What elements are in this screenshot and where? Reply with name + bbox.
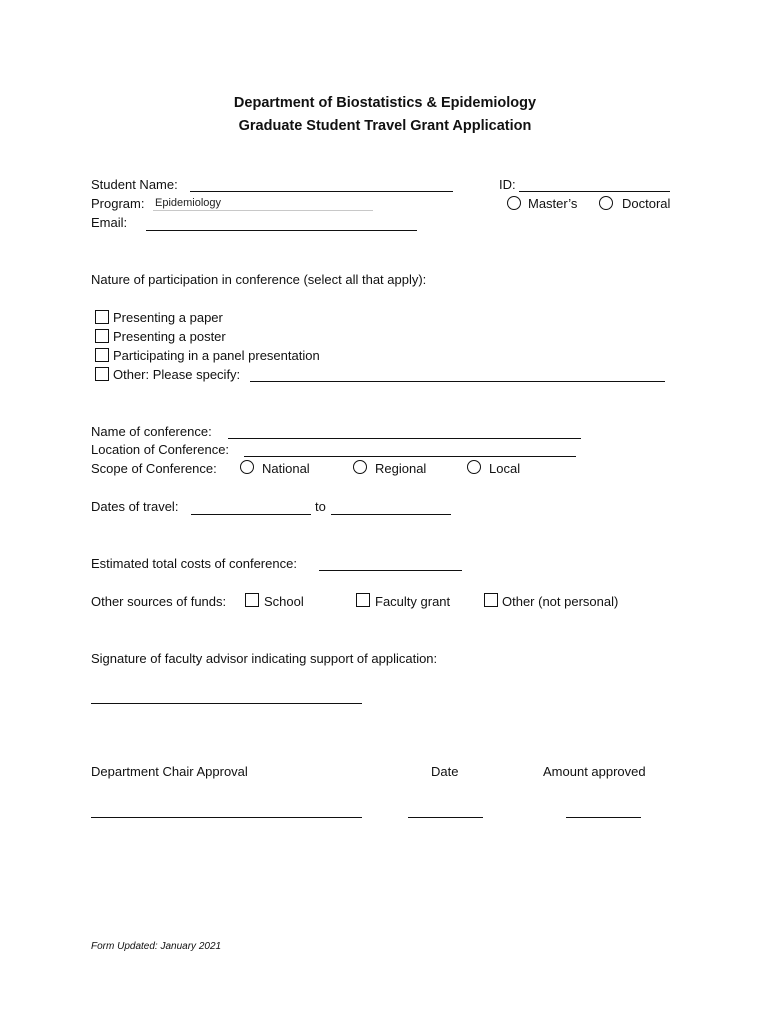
other-funds-label: Other sources of funds: [91, 594, 227, 609]
travel-dates-label: Dates of travel: [91, 499, 179, 514]
funds-school-label: School [264, 594, 304, 609]
chair-approval-field[interactable] [91, 817, 362, 818]
travel-dates-to: to [315, 499, 326, 514]
masters-radio[interactable] [507, 196, 521, 210]
conference-name-label: Name of conference: [91, 424, 212, 439]
estimated-costs-field[interactable] [319, 570, 462, 571]
scope-national-radio[interactable] [240, 460, 254, 474]
student-id-label: ID: [499, 177, 516, 192]
other-participation-checkbox[interactable] [95, 367, 109, 381]
approval-date-field[interactable] [408, 817, 483, 818]
conference-name-field[interactable] [228, 438, 581, 439]
student-name-field[interactable] [190, 191, 453, 192]
advisor-signature-label: Signature of faculty advisor indicating support of application: [91, 651, 438, 666]
panel-presentation-checkbox[interactable] [95, 348, 109, 362]
participation-prompt: Nature of participation in conference (select all that apply): [91, 272, 427, 287]
chair-approval-label: Department Chair Approval [91, 764, 248, 779]
travel-end-date-field[interactable] [331, 514, 451, 515]
student-id-field[interactable] [519, 191, 670, 192]
presenting-paper-checkbox[interactable] [95, 310, 109, 324]
scope-regional-radio[interactable] [353, 460, 367, 474]
email-field[interactable] [146, 230, 417, 231]
estimated-costs-label: Estimated total costs of conference: [91, 556, 297, 571]
travel-start-date-field[interactable] [191, 514, 311, 515]
form-updated-footer: Form Updated: January 2021 [91, 941, 222, 952]
conference-scope-label: Scope of Conference: [91, 461, 217, 476]
funds-other-label: Other (not personal) [502, 594, 619, 609]
scope-local-label: Local [489, 461, 521, 476]
scope-national-label: National [262, 461, 310, 476]
amount-approved-label: Amount approved [543, 764, 646, 779]
program-input[interactable] [153, 195, 373, 211]
amount-approved-field[interactable] [566, 817, 641, 818]
advisor-signature-field[interactable] [91, 703, 362, 704]
other-participation-label: Other: Please specify: [113, 367, 241, 382]
funds-faculty-grant-label: Faculty grant [375, 594, 451, 609]
scope-regional-label: Regional [375, 461, 427, 476]
approval-date-label: Date [431, 764, 459, 779]
presenting-paper-label: Presenting a paper [113, 310, 223, 325]
form-title-line1: Department of Biostatistics & Epidemiology [233, 95, 537, 111]
panel-presentation-label: Participating in a panel presentation [113, 348, 320, 363]
form-title-line2: Graduate Student Travel Grant Application [238, 118, 532, 134]
funds-school-checkbox[interactable] [245, 593, 259, 607]
other-specify-field[interactable] [250, 381, 665, 382]
masters-label: Master’s [528, 196, 578, 211]
presenting-poster-checkbox[interactable] [95, 329, 109, 343]
conference-location-field[interactable] [244, 456, 576, 457]
presenting-poster-label: Presenting a poster [113, 329, 226, 344]
program-label: Program: [91, 196, 145, 211]
doctoral-radio[interactable] [599, 196, 613, 210]
funds-other-checkbox[interactable] [484, 593, 498, 607]
conference-location-label: Location of Conference: [91, 442, 230, 457]
funds-faculty-grant-checkbox[interactable] [356, 593, 370, 607]
email-label: Email: [91, 215, 128, 230]
scope-local-radio[interactable] [467, 460, 481, 474]
doctoral-label: Doctoral [622, 196, 671, 211]
student-name-label: Student Name: [91, 177, 178, 192]
